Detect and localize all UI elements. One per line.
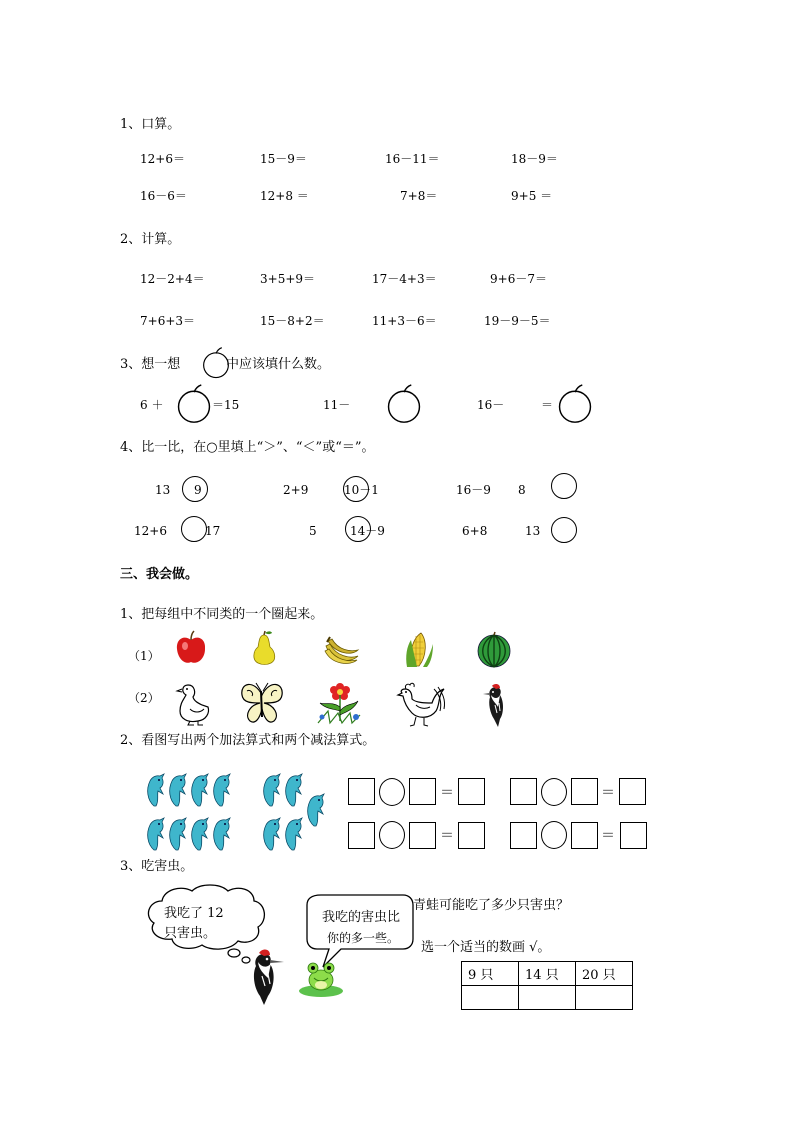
q3-eq2: 11－ bbox=[323, 398, 351, 412]
q4-left: 13 bbox=[155, 483, 171, 497]
frog-icon bbox=[298, 960, 344, 998]
answer-box[interactable] bbox=[571, 778, 598, 805]
compare-circle[interactable] bbox=[551, 473, 577, 499]
p2-title: 2、看图写出两个加法算式和两个减法算式。 bbox=[120, 733, 376, 748]
q4-right: 9 bbox=[194, 483, 202, 497]
q2-item: 17－4+3＝ bbox=[372, 272, 437, 286]
bubble1-line1: 我吃了 12 bbox=[164, 906, 224, 921]
woodpecker-icon[interactable] bbox=[482, 683, 512, 729]
apple-icon[interactable] bbox=[174, 630, 208, 666]
answer-box[interactable] bbox=[409, 822, 436, 849]
section3-title: 三、我会做。 bbox=[120, 567, 199, 582]
corn-icon[interactable] bbox=[403, 630, 435, 668]
butterfly-icon[interactable] bbox=[238, 681, 286, 725]
q2-title: 2、计算。 bbox=[120, 232, 181, 247]
answer-box[interactable] bbox=[348, 822, 375, 849]
q4-right: 13 bbox=[525, 524, 541, 538]
q4-right: 8 bbox=[518, 483, 526, 497]
answer-box[interactable] bbox=[458, 822, 485, 849]
answer-box[interactable] bbox=[620, 822, 647, 849]
p3-question: 青蛙可能吃了多少只害虫？ bbox=[413, 898, 570, 913]
apple-outline-icon[interactable] bbox=[384, 382, 424, 426]
pear-icon[interactable] bbox=[250, 630, 278, 666]
bubble2-line1: 我吃的害虫比 bbox=[322, 910, 401, 925]
answer-box[interactable] bbox=[348, 778, 375, 805]
q1-item: 7+8＝ bbox=[400, 189, 438, 203]
check-cell-9[interactable] bbox=[462, 986, 519, 1010]
option-9: 9 只 bbox=[462, 962, 519, 986]
answer-box[interactable] bbox=[571, 822, 598, 849]
equals-sign: ＝ bbox=[601, 785, 615, 801]
answer-box[interactable] bbox=[510, 822, 537, 849]
q4-right: 17 bbox=[205, 524, 221, 538]
q3-eq1-left[interactable]: 6 ＋ bbox=[140, 398, 164, 412]
equals-sign: ＝ bbox=[440, 785, 454, 801]
answer-box[interactable] bbox=[619, 778, 646, 805]
q1-item: 18－9＝ bbox=[511, 152, 558, 166]
q1-item: 12+6＝ bbox=[140, 152, 185, 166]
option-14: 14 只 bbox=[519, 962, 576, 986]
bubble2-line2: 你的多一些。 bbox=[327, 931, 400, 945]
p1-title: 1、把每组中不同类的一个圈起来。 bbox=[120, 607, 324, 622]
dolphin-group-icon bbox=[143, 773, 235, 859]
equals-sign: ＝ bbox=[601, 828, 615, 844]
watermelon-icon[interactable] bbox=[476, 632, 512, 668]
q3-title-b: 中应该填什么数。 bbox=[226, 357, 331, 372]
q1-item: 12+8 ＝ bbox=[260, 189, 309, 203]
answer-box[interactable] bbox=[409, 778, 436, 805]
compare-circle[interactable] bbox=[181, 516, 207, 542]
q3-eq3-left: 16－ bbox=[477, 398, 505, 412]
q2-item: 11+3－6＝ bbox=[372, 314, 437, 328]
p1-label-1: （1） bbox=[128, 649, 160, 663]
operator-circle[interactable] bbox=[379, 821, 405, 849]
answer-table bbox=[461, 961, 633, 1010]
check-cell-20[interactable] bbox=[576, 986, 633, 1010]
q1-item: 16－6＝ bbox=[140, 189, 187, 203]
q2-item: 7+6+3＝ bbox=[140, 314, 196, 328]
apple-outline-icon[interactable] bbox=[555, 382, 595, 426]
q3-title-a: 3、想一想 bbox=[120, 357, 181, 372]
q2-item: 9+6－7＝ bbox=[490, 272, 547, 286]
p3-instruction: 选一个适当的数画 √。 bbox=[421, 940, 551, 955]
bubble1-line2: 只害虫。 bbox=[164, 926, 217, 941]
q1-title: 1、口算。 bbox=[120, 117, 181, 132]
q4-left: 12+6 bbox=[134, 524, 167, 538]
dolphin-group-icon bbox=[259, 773, 329, 859]
p1-label-2: （2） bbox=[128, 691, 160, 705]
q2-item: 19－9－5＝ bbox=[484, 314, 551, 328]
q4-left: 5 bbox=[309, 524, 317, 538]
q1-item: 15－9＝ bbox=[260, 152, 307, 166]
compare-circle[interactable] bbox=[551, 517, 577, 543]
operator-circle[interactable] bbox=[541, 778, 567, 806]
woodpecker-icon bbox=[246, 948, 286, 1006]
rooster-icon[interactable] bbox=[396, 681, 448, 727]
check-cell-14[interactable] bbox=[519, 986, 576, 1010]
q1-item: 16－11＝ bbox=[385, 152, 440, 166]
q4-right: 10－1 bbox=[344, 483, 379, 497]
equals-sign: ＝ bbox=[440, 828, 454, 844]
q2-item: 15－8+2＝ bbox=[260, 314, 325, 328]
q2-item: 12－2+4＝ bbox=[140, 272, 205, 286]
q4-left: 2+9 bbox=[283, 483, 309, 497]
flower-icon[interactable] bbox=[314, 677, 362, 725]
operator-circle[interactable] bbox=[541, 821, 567, 849]
q4-right: 14－9 bbox=[350, 524, 385, 538]
apple-outline-icon[interactable] bbox=[174, 382, 214, 426]
banana-icon[interactable] bbox=[322, 632, 360, 666]
q4-left: 6+8 bbox=[462, 524, 488, 538]
answer-box[interactable] bbox=[458, 778, 485, 805]
q3-eq1-right: ＝15 bbox=[212, 398, 240, 412]
q4-left: 16－9 bbox=[456, 483, 491, 497]
p3-title: 3、吃害虫。 bbox=[120, 859, 194, 874]
q3-eq3-eq: ＝ bbox=[541, 398, 554, 412]
option-20: 20 只 bbox=[576, 962, 633, 986]
q4-title: 4、比一比，在○里填上“＞”、“＜”或“＝”。 bbox=[120, 440, 375, 455]
answer-box[interactable] bbox=[510, 778, 537, 805]
operator-circle[interactable] bbox=[379, 778, 405, 806]
duck-icon[interactable] bbox=[176, 681, 212, 725]
q1-item: 9+5 ＝ bbox=[511, 189, 553, 203]
q2-item: 3+5+9＝ bbox=[260, 272, 316, 286]
